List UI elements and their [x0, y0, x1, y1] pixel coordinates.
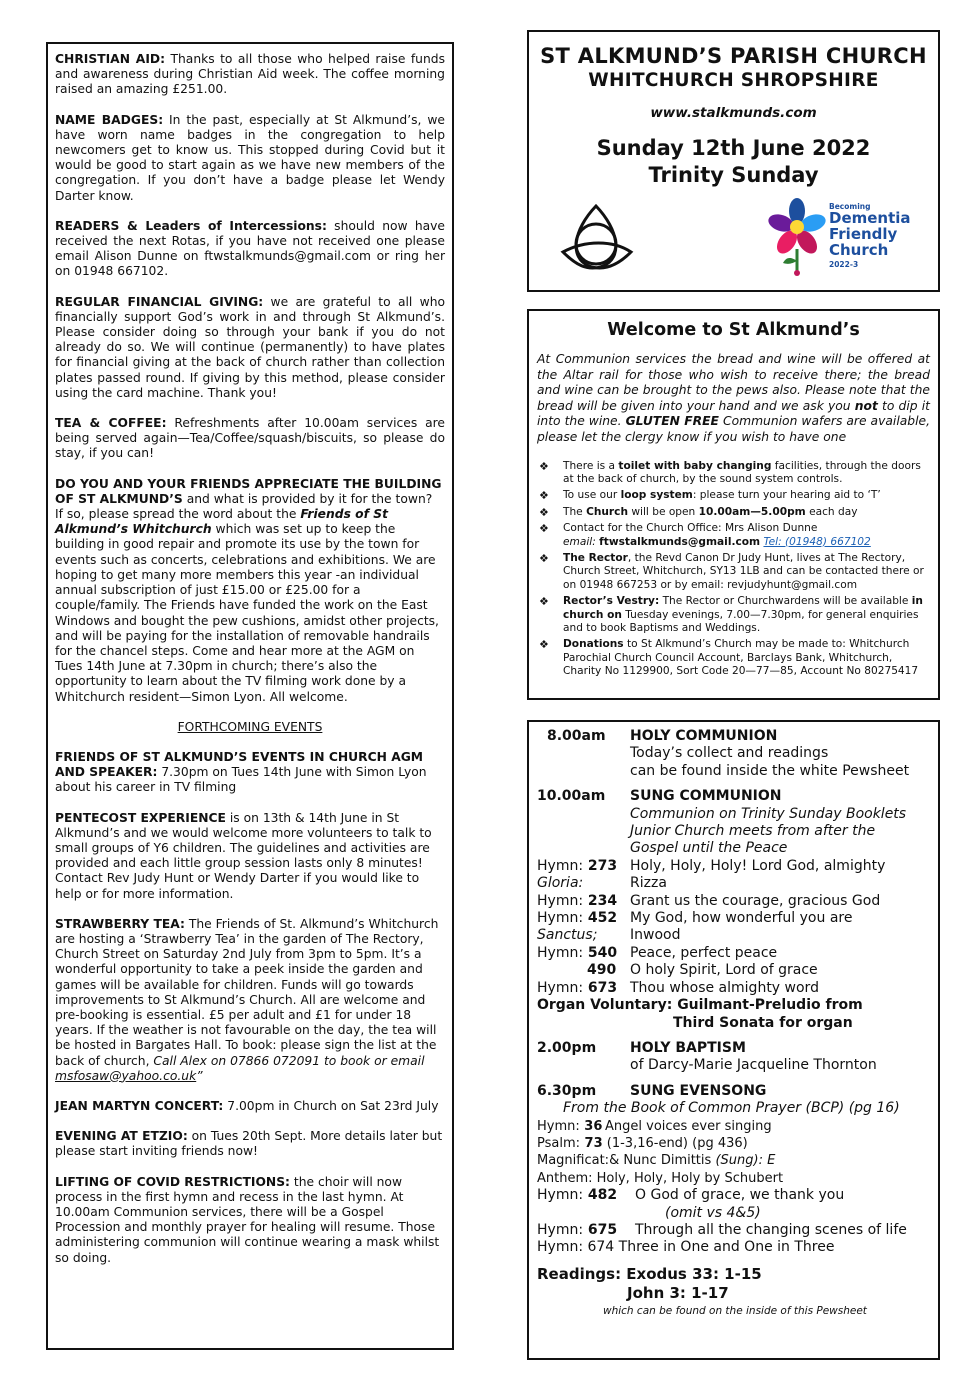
church-location: WHITCHURCH SHROPSHIRE — [588, 70, 879, 91]
website-link[interactable]: www.stalkmunds.com — [650, 105, 817, 121]
welcome-panel — [527, 309, 940, 700]
notice-name-badges: NAME BADGES: In the past, especially at St Alkmund’s, we have worn name badges in the congregation to help newcomers get to know us. This stopped during Covid but it would be good to start again as we have new members of the congregation. If you don’t have a badge please let Wendy Darter know. — [55, 112, 446, 203]
service-2pm: 2.00pm HOLY BAPTISM of Darcy-Marie Jacqueline Thornton — [537, 1039, 877, 1074]
diamond-bullet-icon: ❖ — [539, 489, 549, 503]
church-header — [527, 30, 940, 292]
notice-covid: LIFTING OF COVID RESTRICTIONS: the choir will now process in the first hymn and recess in the last hymn. At 10.00am Communion services, there will be a Gospel Procession and monthly prayer for healing will resume. Those administering communion will continue wearing a mask whilst so doing. — [55, 1174, 440, 1265]
list-item: ❖ Donations to St Alkmund’s Church may be made to: Whitchurch Parochial Church Council Account, Barclays Bank, Whitchurch, Charity No 1129900, Sort Code 20—77—85, Account No 80275417 — [539, 638, 919, 678]
list-item: ❖ To use our loop system: please turn your hearing aid to ‘T’ — [539, 489, 881, 503]
list-item: ❖ The Rector, the Revd Canon Dr Judy Hunt, lives at The Rectory, Church Street, Whitchurch, SY13 1LB and can be contacted there or on 01948 667253 or by email: revjudyhunt@gmail.com — [539, 552, 924, 591]
email-link[interactable]: msfosaw@yahoo.co.uk — [55, 1068, 197, 1083]
service-8am: 8.00am HOLY COMMUNION Today’s collect and readings can be found inside the white Pewsheet — [547, 728, 910, 779]
diamond-bullet-icon: ❖ — [539, 522, 549, 536]
list-item: ❖ Rector’s Vestry: The Rector or Churchwardens will be available in church on Tuesday evenings, 7.00—7.30pm, for general enquiries and to book Baptisms and Weddings. — [539, 595, 923, 635]
evensong-music: Hymn: 36 Angel voices ever singing Psalm: 73 (1-3,16-end) (pg 436) Magnificat:& Nunc Dimittis (Sung): E Anthem: Holy, Holy, Holy by Schubert — [537, 1118, 784, 1186]
diamond-bullet-icon: ❖ — [539, 638, 549, 652]
church-title: ST ALKMUND’S PARISH CHURCH — [540, 44, 927, 68]
dementia-friendly-badge: Becoming Dementia Friendly Church 2022-3 — [767, 197, 927, 277]
notice-friends: DO YOU AND YOUR FRIENDS APPRECIATE THE BUILDING OF ST ALKMUND’S and what is provided by it for the town? If so, please spread the word about the Friends of St Alkmund’s Whitchurch which was set up to keep the building in good repair and promote its use by the town for events such as concerts, celebrations and exhibitions. We are hoping to get many more members this year -an individual annual subscription of just £15.00 or £25.00 for a couple/family. The Friends have funded the work on the East Windows and bought the pew cushions, amidst other projects, and will be paying for the installation of removable handrails for the chancel steps. Come and hear more at the AGM on Tues 14th June at 7.30pm in church; there’s also the opportunity to learn about the TV filming work done by a Whitchurch resident—Simon Lyon. All welcome. — [55, 476, 442, 704]
notice-etzio: EVENING AT ETZIO: on Tues 20th Sept. More details later but please start inviting friends now! — [55, 1129, 443, 1159]
list-item: ❖ There is a toilet with baby changing facilities, through the doors at the back of church, by the sound system controls. — [539, 459, 921, 485]
welcome-title: Welcome to St Alkmund’s — [607, 320, 860, 340]
diamond-bullet-icon: ❖ — [539, 505, 549, 519]
office-email-link[interactable]: ftwstalkmunds@gmail.com — [599, 535, 761, 548]
service-date: Sunday 12th June 2022 Trinity Sunday — [596, 136, 871, 187]
notices-panel — [46, 42, 454, 1350]
office-phone-link[interactable]: Tel: (01948) 667102 — [763, 535, 871, 548]
flower-icon — [767, 197, 827, 277]
diamond-bullet-icon: ❖ — [539, 459, 549, 473]
notice-tea-coffee: TEA & COFFEE: Refreshments after 10.00am services are being served again—Tea/Coffee/squash/biscuits, so please do stay, if you can! — [55, 416, 446, 461]
forthcoming-events-heading: FORTHCOMING EVENTS — [177, 719, 323, 734]
welcome-info-list — [537, 460, 930, 679]
diamond-bullet-icon: ❖ — [539, 552, 549, 565]
notice-giving: REGULAR FINANCIAL GIVING: we are grateful to all who financially support God’s work in and through St Alkmund’s. Please consider doing so through your bank if you do not already do so. We will continue (permanently) to have plates for financial giving at the back of church rather than collection plates passed round. If giving by this method, please consider using the card machine. Thank you! — [55, 294, 446, 400]
readings: Readings: Exodus 33: 1-15 John 3: 1-17 — [537, 1264, 762, 1302]
trinity-knot-icon — [555, 200, 637, 276]
services-panel: 8.00am HOLY COMMUNION Today’s collect and readings can be found inside the white Pewsheet 10.00am SUNG COMMUNION Communion on Trinity Sunday Booklets Junior Church meets from after the Gospel until the Peace Hymn: 273 Holy, Holy, Holy! Lord God, almighty Gloria: Rizza Hymn: 234 Grant us the courage, gracious God Hymn: 452 My God, how wonderful you are Sanctus; Inwood Hymn: 540 Peace, perfect peace 490 O holy Spirit, Lord of grace Hymn: 673 Thou whose almighty word Organ Voluntary: Guilmant-Preludio from Third Sonata for organ 2.00pm HOLY BAPTISM of Darcy-Marie Jacqueline Thornton 6.30pm SUNG EVENSONG From the Book of Common Prayer (BCP) (pg 16) Hymn: 36 Angel voices ever singing Psalm: 73 (1-3,16-end) (pg 436) Magnificat:& Nunc Dimittis (Sung): E Anthem: Holy, Holy, Holy by Schubert Hymn: 482 O God of grace, we thank you (omit vs 4&5) Hymn: 675 Through all the changing scenes of life Hymn: 674 Three in One and One in Three Readings: Exodus 33: 1-15 John 3: 1-17 which can be found on the inside of this Pewsheet — [527, 720, 940, 1360]
list-item: ❖ Contact for the Church Office: Mrs Alison Dunne email: ftwstalkmunds@gmail.com Tel: (01948) 667102 — [539, 522, 871, 548]
notice-christian-aid: CHRISTIAN AID: Thanks to all those who helped raise funds and awareness during Christian Aid week. The coffee morning raised an amazing £251.00. — [55, 52, 445, 97]
notice-readers: READERS & Leaders of Intercessions: should now have received the next Rotas, if you have not received one please email Alison Dunne on ftwstalkmunds@gmail.com or ring her on 01948 667102. — [55, 218, 445, 279]
organ-voluntary: Organ Voluntary: Guilmant-Preludio from Third Sonata for organ — [537, 997, 863, 1031]
notice-agm: FRIENDS OF ST ALKMUND’S EVENTS IN CHURCH AGM AND SPEAKER: 7.30pm on Tues 14th June with Simon Lyon about his career in TV filming — [55, 749, 427, 795]
welcome-intro: At Communion services the bread and wine will be offered at the Altar rail for those who wish to receive there; the bread and wine can be brought to the pews also. Please note that the bread will be given into your hand and we ask you not to dip it into the wine. GLUTEN FREE Communion wafers are available, please let the clergy know if you wish to have one — [537, 352, 930, 444]
list-item: ❖ The Church will be open 10.00am—5.00pm each day — [539, 505, 858, 519]
music-10am: Hymn: 273 Holy, Holy, Holy! Lord God, almighty Gloria: Rizza Hymn: 234 Grant us the courage, gracious God Hymn: 452 My God, how wonderful you are Sanctus; Inwood Hymn: 540 Peace, perfect peace 490 O holy Spirit, Lord of grace Hymn: 673 Thou whose almighty word Organ Voluntary: Guilmant-Preludio from Third Sonata for organ — [537, 858, 930, 1032]
notice-jean-martyn: JEAN MARTYN CONCERT: 7.00pm in Church on Sat 23rd July — [55, 1098, 439, 1113]
notice-pentecost: PENTECOST EXPERIENCE is on 13th & 14th June in St Alkmund’s and we would welcome more volunteers to talk to small groups of Y6 children. The guidelines and activities are provided and each little group session lasts only 8 minutes! Contact Rev Judy Hunt or Wendy Darter if you would like to help or for more information. — [55, 810, 432, 901]
service-630pm: 6.30pm SUNG EVENSONG — [537, 1082, 767, 1099]
notice-strawberry-tea: STRAWBERRY TEA: The Friends of St. Alkmund’s Whitchurch are hosting a ‘Strawberry Tea’ in the garden of The Rectory, Church Street on Saturday 2nd July from 3pm to 5pm. It’s a wonderful opportunity to take a peek inside the garden and games will be available for children. Funds will go towards improvements to St Alkmund’s Church. All are welcome and pre-booking is essential. £5 per adult and £1 for under 18 years. If the weather is not favourable on the day, the tea will be hosted in Bargates Hall. To book: please sign the list at the back of church, Call Alex on 07866 072091 to book or email msfosaw@yahoo.co.uk” — [55, 916, 439, 1083]
diamond-bullet-icon: ❖ — [539, 595, 549, 609]
service-10am: 10.00am SUNG COMMUNION Communion on Trinity Sunday Booklets Junior Church meets from after the Gospel until the Peace — [537, 788, 907, 857]
